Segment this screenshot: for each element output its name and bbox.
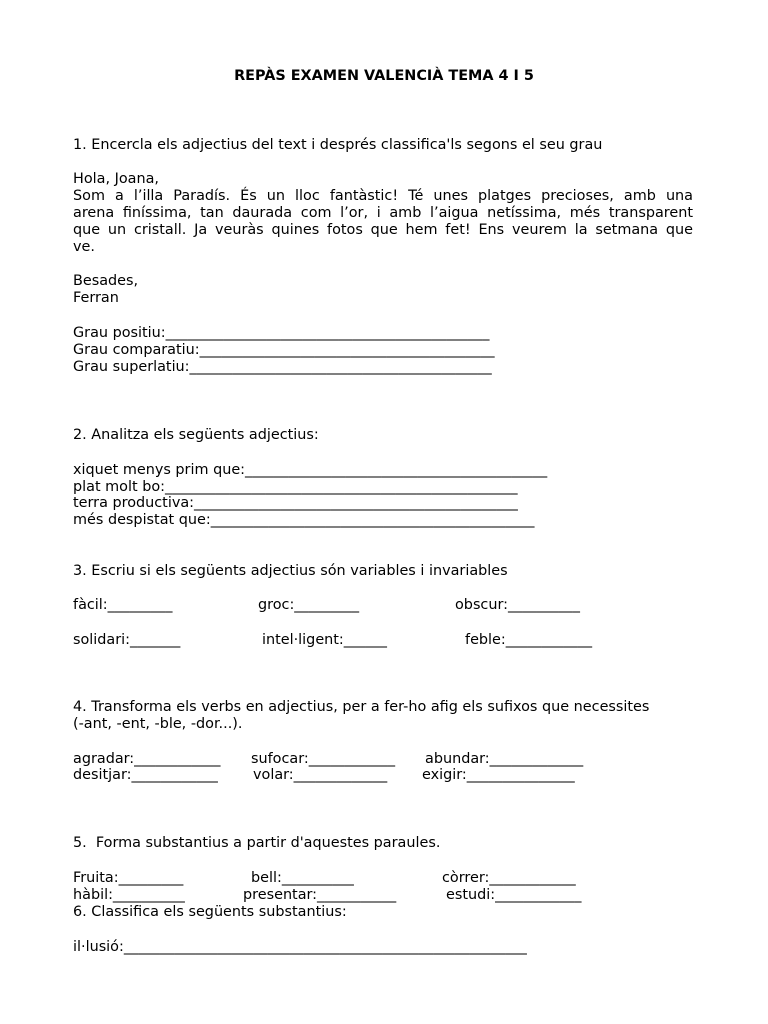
ex5-item[interactable]: presentar:___________ (243, 887, 397, 903)
ex6-item[interactable]: il·lusió:________________________________________________________ (73, 939, 527, 955)
ex3-item[interactable]: fàcil:_________ (73, 597, 173, 613)
letter-line: Som a l’illa Paradís. És un lloc fantàstic! Té unes platges precioses, amb una (73, 188, 693, 204)
ex3-item[interactable]: obscur:__________ (455, 597, 580, 613)
ex4-item[interactable]: volar:_____________ (253, 767, 388, 783)
ex3-item[interactable]: groc:_________ (258, 597, 360, 613)
ex4-item[interactable]: abundar:_____________ (425, 751, 584, 767)
letter-body (73, 188, 693, 256)
ex3-item[interactable]: intel·ligent:______ (262, 632, 387, 648)
ex6-instruction: 6. Classifica els següents substantius: (73, 904, 347, 920)
ex2-instruction: 2. Analitza els següents adjectius: (73, 427, 319, 443)
ex2-item[interactable]: xiquet menys prim que:__________________________________________ (73, 462, 548, 478)
ex4-item[interactable]: agradar:____________ (73, 751, 221, 767)
answer-grau-positiu[interactable]: Grau positiu:_____________________________________________ (73, 325, 490, 341)
ex4-item[interactable]: desitjar:____________ (73, 767, 218, 783)
letter-signature: Ferran (73, 290, 119, 306)
letter-line: arena finíssima, tan daurada com l’or, i amb l’aigua netíssima, més transparent (73, 205, 693, 221)
answer-grau-superlatiu[interactable]: Grau superlatiu:__________________________________________ (73, 359, 492, 375)
page-title: REPÀS EXAMEN VALENCIÀ TEMA 4 I 5 (234, 68, 534, 84)
ex5-instruction: 5. Forma substantius a partir d'aquestes paraules. (73, 835, 441, 851)
letter-line: que un cristall. Ja veuràs quines fotos que hem fet! Ens veurem la setmana que (73, 222, 693, 238)
letter-line: ve. (73, 239, 95, 255)
ex5-item[interactable]: hàbil:__________ (73, 887, 185, 903)
ex5-item[interactable]: bell:__________ (251, 870, 354, 886)
ex4-item[interactable]: exigir:_______________ (422, 767, 575, 783)
ex2-item[interactable]: més despistat que:_____________________________________________ (73, 512, 535, 528)
ex3-item[interactable]: solidari:_______ (73, 632, 181, 648)
ex5-item[interactable]: còrrer:____________ (442, 870, 576, 886)
letter-closing: Besades, (73, 273, 139, 289)
ex4-item[interactable]: sufocar:____________ (251, 751, 396, 767)
ex5-item[interactable]: Fruita:_________ (73, 870, 184, 886)
ex2-item[interactable]: plat molt bo:_________________________________________________ (73, 479, 518, 495)
answer-grau-comparatiu[interactable]: Grau comparatiu:_________________________________________ (73, 342, 495, 358)
ex3-item[interactable]: feble:____________ (465, 632, 593, 648)
ex4-instruction: 4. Transforma els verbs en adjectius, per a fer-ho afig els sufixos que necessites (73, 699, 650, 715)
letter-greeting: Hola, Joana, (73, 171, 159, 187)
ex4-instruction-suffixes: (-ant, -ent, -ble, -dor...). (73, 716, 243, 732)
ex5-item[interactable]: estudi:____________ (446, 887, 582, 903)
ex3-instruction: 3. Escriu si els següents adjectius són variables i invariables (73, 563, 508, 579)
ex1-instruction: 1. Encercla els adjectius del text i després classifica'ls segons el seu grau (73, 137, 603, 153)
ex2-item[interactable]: terra productiva:_____________________________________________ (73, 495, 518, 511)
